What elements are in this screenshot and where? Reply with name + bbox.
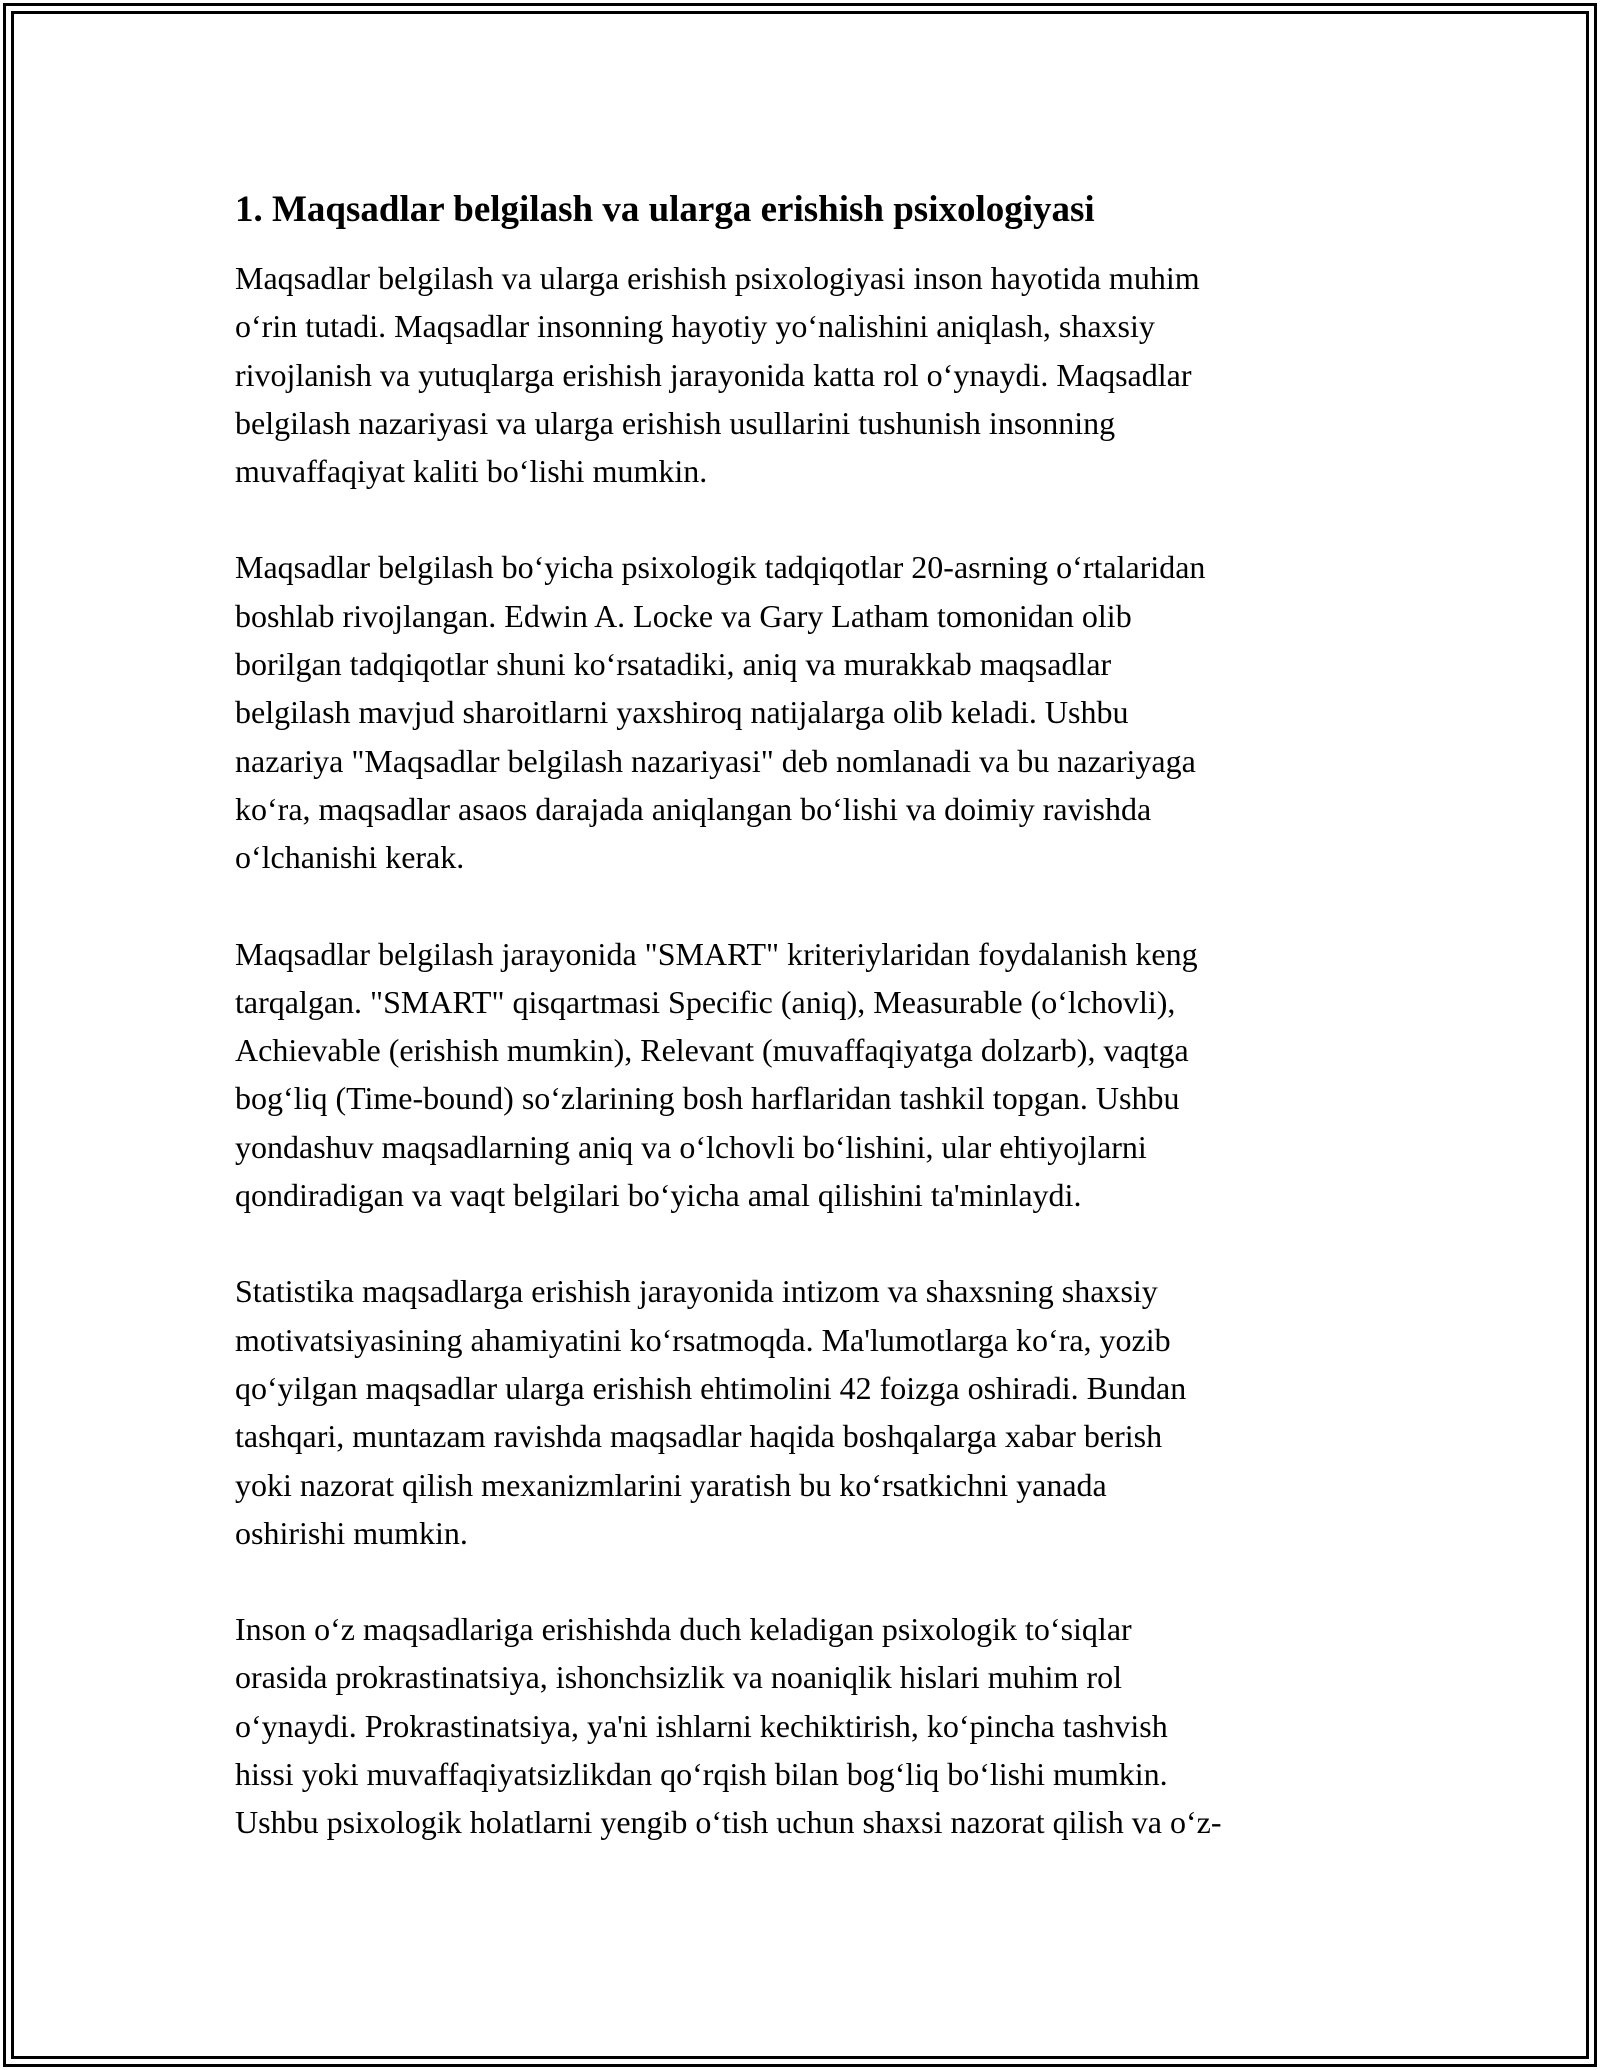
section-heading: 1. Maqsadlar belgilash va ularga erishish psixologiyasi xyxy=(235,189,1095,230)
text-line: qondiradigan va vaqt belgilari bo‘yicha amal qilishini ta'minlaydi. xyxy=(235,1177,1082,1214)
paragraph-4 xyxy=(235,1267,1385,1557)
text-line: boshlab rivojlangan. Edwin A. Locke va Gary Latham tomonidan olib xyxy=(235,597,1132,634)
text-line: yondashuv maqsadlarning aniq va o‘lchovli bo‘lishini, ular ehtiyojlarni xyxy=(235,1128,1147,1165)
text-line: Inson o‘z maqsadlariga erishishda duch keladigan psixologik to‘siqlar xyxy=(235,1611,1132,1648)
text-line: Maqsadlar belgilash va ularga erishish psixologiyasi inson hayotida muhim xyxy=(235,260,1200,296)
text-line: Maqsadlar belgilash jarayonida "SMART" kriteriylaridan foydalanish keng xyxy=(235,935,1198,972)
paragraph-3 xyxy=(235,930,1385,1220)
text-line: Achievable (erishish mumkin), Relevant (muvaffaqiyatga dolzarb), vaqtga xyxy=(235,1032,1189,1069)
text-line: Maqsadlar belgilash bo‘yicha psixologik tadqiqotlar 20-asrning o‘rtalaridan xyxy=(235,549,1206,586)
text-line: qo‘yilgan maqsadlar ularga erishish ehtimolini 42 foizga oshiradi. Bundan xyxy=(235,1369,1187,1406)
text-line: o‘ynaydi. Prokrastinatsiya, ya'ni ishlarni kechiktirish, ko‘pincha tashvish xyxy=(235,1707,1168,1744)
paragraph-1 xyxy=(235,254,1385,495)
text-line: orasida prokrastinatsiya, ishonchsizlik va noaniqlik hislari muhim rol xyxy=(235,1659,1122,1696)
paragraph-5 xyxy=(235,1605,1385,1846)
text-line: tarqalgan. "SMART" qisqartmasi Specific (aniq), Measurable (o‘lchovli), xyxy=(235,983,1176,1020)
paragraph-2 xyxy=(235,543,1385,881)
text-line: belgilash nazariyasi va ularga erishish usullarini tushunish insonning xyxy=(235,404,1116,441)
document-body xyxy=(235,186,1385,1895)
text-line: motivatsiyasining ahamiyatini ko‘rsatmoqda. Ma'lumotlarga ko‘ra, yozib xyxy=(235,1321,1171,1358)
text-line: oshirishi mumkin. xyxy=(235,1514,468,1551)
text-line: nazariya "Maqsadlar belgilash nazariyasi" deb nomlanadi va bu nazariyaga xyxy=(235,742,1196,779)
text-line: Statistika maqsadlarga erishish jarayonida intizom va shaxsning shaxsiy xyxy=(235,1273,1158,1310)
text-line: Ushbu psixologik holatlarni yengib o‘tish uchun shaxsi nazorat qilish va o‘z- xyxy=(235,1804,1222,1841)
text-line: bog‘liq (Time-bound) so‘zlarining bosh harflaridan tashkil topgan. Ushbu xyxy=(235,1080,1180,1117)
text-line: muvaffaqiyat kaliti bo‘lishi mumkin. xyxy=(235,453,708,490)
text-line: borilgan tadqiqotlar shuni ko‘rsatadiki, aniq va murakkab maqsadlar xyxy=(235,646,1112,683)
text-line: yoki nazorat qilish mexanizmlarini yaratish bu ko‘rsatkichni yanada xyxy=(235,1466,1107,1503)
text-line: ko‘ra, maqsadlar asaos darajada aniqlangan bo‘lishi va doimiy ravishda xyxy=(235,790,1152,827)
text-line: o‘rin tutadi. Maqsadlar insonning hayotiy yo‘nalishini aniqlash, shaxsiy xyxy=(235,308,1155,345)
text-line: o‘lchanishi kerak. xyxy=(235,839,465,876)
text-line: hissi yoki muvaffaqiyatsizlikdan qo‘rqish bilan bog‘liq bo‘lishi mumkin. xyxy=(235,1756,1168,1793)
text-line: belgilash mavjud sharoitlarni yaxshiroq natijalarga olib keladi. Ushbu xyxy=(235,694,1129,731)
text-line: rivojlanish va yutuqlarga erishish jarayonida katta rol o‘ynaydi. Maqsadlar xyxy=(235,356,1192,393)
text-line: tashqari, muntazam ravishda maqsadlar haqida boshqalarga xabar berish xyxy=(235,1418,1163,1455)
